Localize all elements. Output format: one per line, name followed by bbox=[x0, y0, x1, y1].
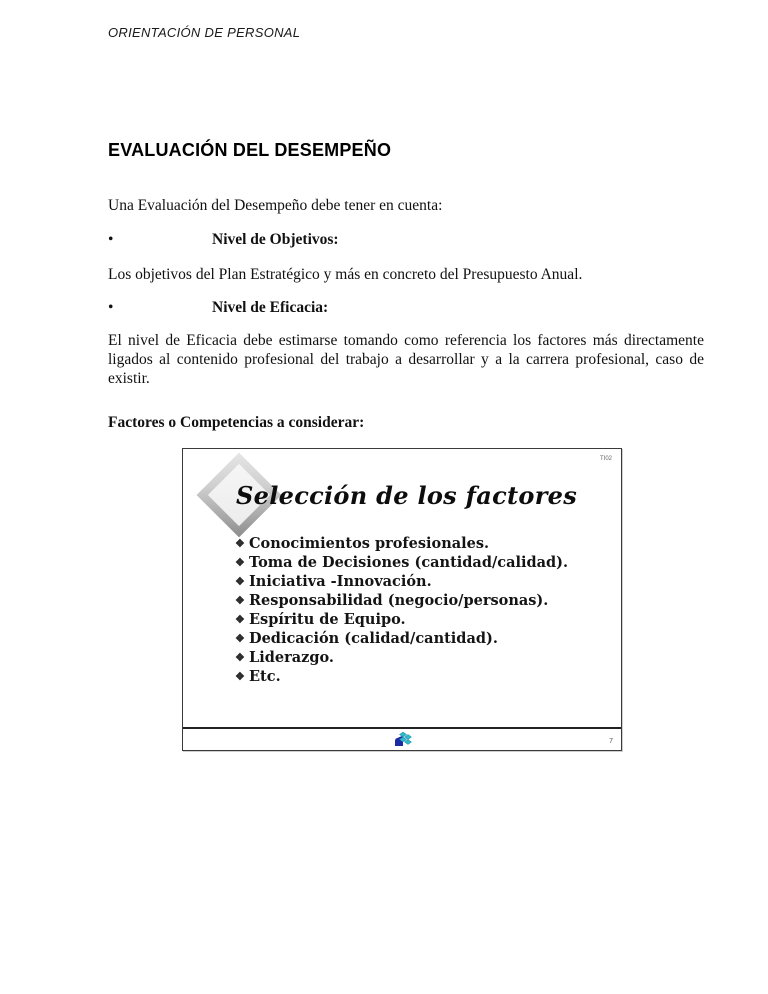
slide-list-item bbox=[235, 629, 568, 648]
factors-heading: Factores o Competencias a considerar: bbox=[108, 414, 365, 431]
slide-list-item bbox=[235, 572, 568, 591]
paragraph-objetivos: Los objetivos del Plan Estratégico y más en concreto del Presupuesto Anual. bbox=[108, 266, 583, 283]
slide-list-item bbox=[235, 534, 568, 553]
slide-list-item bbox=[235, 591, 568, 610]
slide-item-text: Iniciativa -Innovación. bbox=[249, 573, 432, 590]
slide-item-text: Etc. bbox=[249, 668, 281, 685]
slide-footer bbox=[183, 729, 621, 750]
diamond-bullet-icon: ❖ bbox=[235, 594, 245, 607]
diamond-bullet-icon: ❖ bbox=[235, 651, 245, 664]
document-header: ORIENTACIÓN DE PERSONAL bbox=[108, 25, 301, 40]
powerpoint-logo-icon bbox=[394, 731, 414, 748]
slide-item-text: Dedicación (calidad/cantidad). bbox=[249, 630, 498, 647]
slide-list-item bbox=[235, 610, 568, 629]
diamond-bullet-icon: ❖ bbox=[235, 613, 245, 626]
slide-item-text: Toma de Decisiones (cantidad/calidad). bbox=[249, 554, 569, 571]
slide-item-text: Conocimientos profesionales. bbox=[249, 535, 490, 552]
page-title: EVALUACIÓN DEL DESEMPEÑO bbox=[108, 140, 392, 160]
diamond-bullet-icon: ❖ bbox=[235, 632, 245, 645]
bullet-marker: • bbox=[108, 299, 114, 316]
slide-list-item bbox=[235, 667, 568, 686]
slide-bullet-list bbox=[235, 534, 568, 686]
paragraph-eficacia: El nivel de Eficacia debe estimarse tomando como referencia los factores más directamente ligados al contenido profesional del trabajo a desarrollar y a la carrera profesional, caso de existir. bbox=[108, 332, 704, 387]
slide-item-text: Responsabilidad (negocio/personas). bbox=[249, 592, 549, 609]
bullet-item-eficacia bbox=[108, 299, 704, 317]
bullet-item-objetivos bbox=[108, 231, 704, 249]
bullet-marker: • bbox=[108, 231, 114, 248]
slide-page-number: 7 bbox=[609, 738, 613, 745]
slide-list-item bbox=[235, 648, 568, 667]
diamond-bullet-icon: ❖ bbox=[235, 537, 245, 550]
diamond-bullet-icon: ❖ bbox=[235, 575, 245, 588]
intro-paragraph: Una Evaluación del Desempeño debe tener en cuenta: bbox=[108, 197, 443, 214]
slide-code: TI02 bbox=[599, 456, 612, 462]
embedded-slide bbox=[182, 448, 622, 751]
diamond-bullet-icon: ❖ bbox=[235, 670, 245, 683]
bullet-label: Nivel de Objetivos: bbox=[212, 231, 339, 248]
slide-title: Selección de los factores bbox=[236, 481, 578, 510]
slide-item-text: Espíritu de Equipo. bbox=[249, 611, 406, 628]
slide-list-item bbox=[235, 553, 568, 572]
bullet-label: Nivel de Eficacia: bbox=[212, 299, 329, 316]
diamond-bullet-icon: ❖ bbox=[235, 556, 245, 569]
slide-item-text: Liderazgo. bbox=[249, 649, 334, 666]
